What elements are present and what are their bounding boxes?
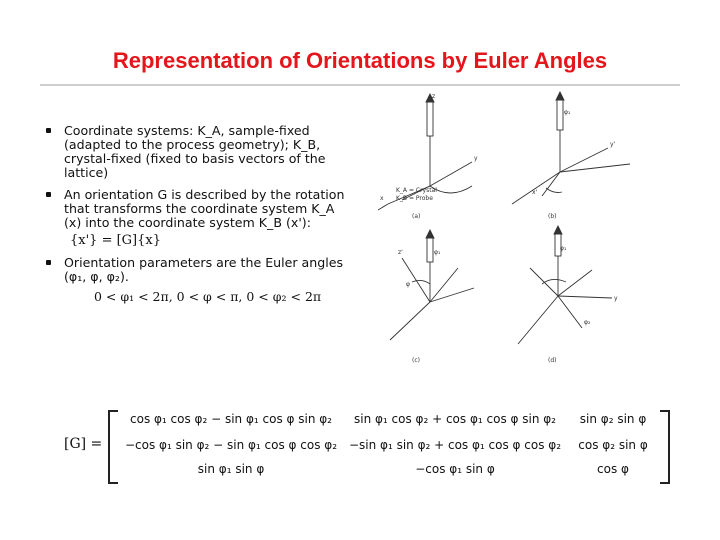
bullet-marker <box>46 192 51 197</box>
bullet-line: that transforms the coordinate system K_A <box>64 201 335 216</box>
axis-label: φ₂ <box>584 319 591 326</box>
axis-label: φ₁ <box>434 249 441 256</box>
bullet-marker <box>46 128 51 133</box>
bullet-coordinate-systems <box>46 124 364 180</box>
axis-label: z <box>432 93 436 100</box>
title-divider <box>40 84 680 86</box>
matrix-cell-r1c2: sin φ₁ cos φ₂ + cos φ₁ cos φ sin φ₂ <box>354 412 556 426</box>
axis-label: y <box>614 295 618 302</box>
bullet-line: (x) into the coordinate system K_B (x'): <box>64 215 311 230</box>
matrix-cell-r2c1: −cos φ₁ sin φ₂ − sin φ₁ cos φ cos φ₂ <box>124 438 338 452</box>
bullet-line: (adapted to the process geometry); K_B, <box>64 137 321 152</box>
axis-label: y <box>474 155 478 162</box>
euler-angle-ranges: 0 < φ₁ < 2π, 0 < φ < π, 0 < φ₂ < 2π <box>94 289 322 304</box>
panel-label-a: (a) <box>412 213 421 220</box>
bullet-line: (φ₁, φ, φ₂). <box>64 269 129 284</box>
axis-label: φ₁ <box>564 109 571 116</box>
axis-label: z' <box>398 249 403 256</box>
bullet-euler-parameters <box>46 256 364 304</box>
matrix-right-bracket <box>660 410 670 484</box>
bullet-line: Coordinate systems: K_A, sample-fixed <box>64 123 310 138</box>
axis-label: x <box>380 195 384 202</box>
panel-label-c: (c) <box>412 357 420 364</box>
bullet-line: Orientation parameters are the Euler angles <box>64 255 344 270</box>
bullet-list <box>46 124 364 312</box>
axis-label: y' <box>610 141 616 148</box>
bullet-line: crystal-fixed (fixed to basis vectors of the <box>64 151 326 166</box>
bullet-marker <box>46 260 51 265</box>
matrix-cell-r3c2: −cos φ₁ sin φ <box>415 462 495 476</box>
panel-label-b: (b) <box>548 213 557 220</box>
bullet-orientation-rotation <box>46 188 364 248</box>
panel-c-axes <box>390 230 474 340</box>
axis-label: φ₁ <box>560 245 567 252</box>
bullet-line: lattice) <box>64 165 109 180</box>
matrix-label: [G] = <box>64 436 103 452</box>
matrix-cell-r2c3: cos φ₂ sin φ <box>578 438 648 452</box>
matrix-left-bracket <box>108 410 118 484</box>
matrix-cell-r1c3: sin φ₂ sin φ <box>579 412 647 426</box>
matrix-cell-r3c3: cos φ <box>597 462 629 476</box>
rotation-matrix <box>64 408 684 484</box>
page-title: Representation of Orientations by Euler Angles <box>112 48 608 73</box>
rotation-equation: {x'} = [G]{x} <box>70 233 162 248</box>
matrix-cell-r2c2: −sin φ₁ sin φ₂ + cos φ₁ cos φ cos φ₂ <box>348 438 562 452</box>
panel-label-d: (d) <box>548 357 557 364</box>
matrix-cell-r3c1: sin φ₁ sin φ <box>197 462 265 476</box>
axis-label: K_A = Crystal <box>396 187 437 194</box>
euler-rotation-diagram <box>372 88 642 370</box>
bullet-line: An orientation G is described by the rotation <box>64 187 345 202</box>
axis-label: x' <box>532 189 538 196</box>
axis-label: φ <box>406 281 410 288</box>
panel-b-axes <box>512 92 630 204</box>
panel-d-axes <box>518 226 612 344</box>
matrix-cell-r1c1: cos φ₁ cos φ₂ − sin φ₁ cos φ sin φ₂ <box>130 412 332 426</box>
euler-rotation-figure <box>372 88 642 370</box>
axis-label: K_B = Probe <box>396 195 433 202</box>
